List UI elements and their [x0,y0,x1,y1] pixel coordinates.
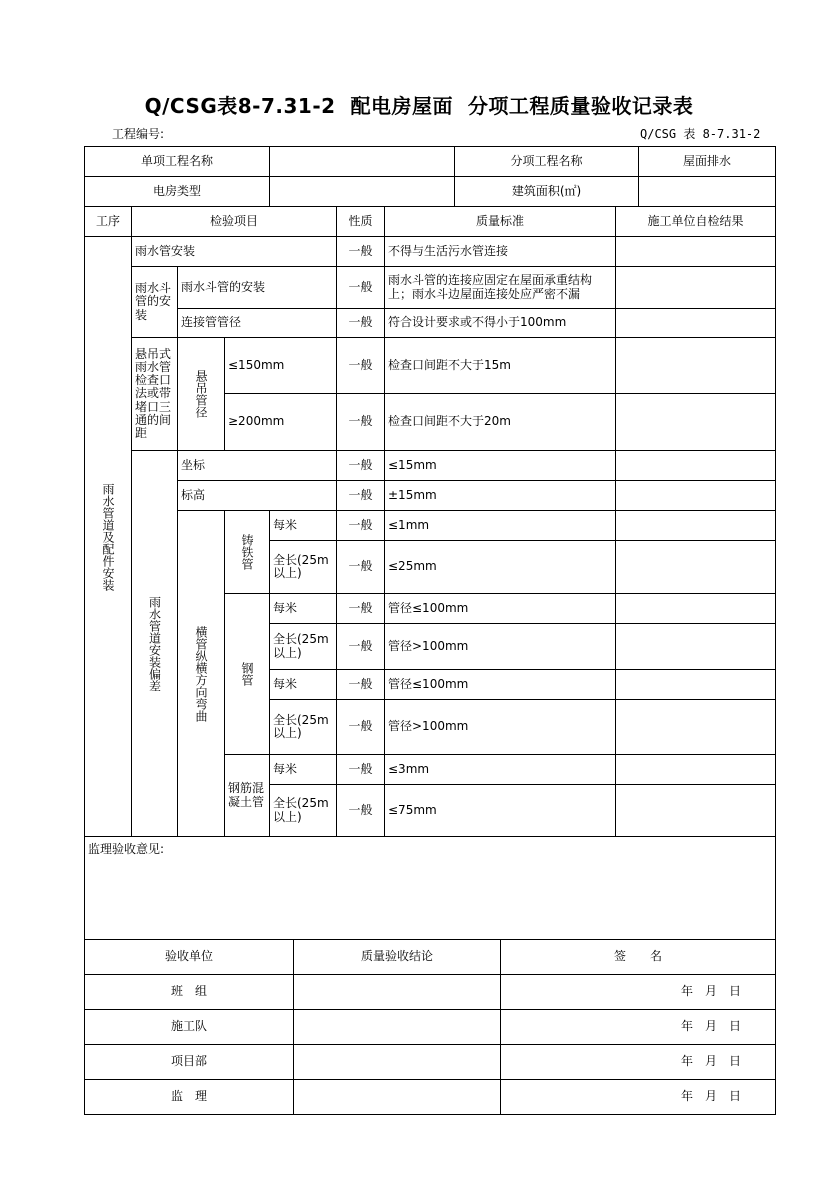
acceptance-date: 年 月 日 [680,1089,741,1104]
acceptance-conclusion-header: 质量验收结论 [293,939,501,975]
row-nature: 一般 [336,450,385,481]
item-steel-full-1: 全长(25m以上) [269,623,337,670]
row-nature: 一般 [336,699,385,755]
supervision-opinion[interactable] [84,836,776,940]
acceptance-conclusion[interactable] [293,1044,501,1080]
row-standard: 管径>100mm [384,623,616,670]
row-nature: 一般 [336,754,385,785]
row-result[interactable] [615,540,776,594]
row-result[interactable] [615,510,776,541]
row-nature: 一般 [336,266,385,309]
supervision-opinion-label: 监理验收意见: [88,842,165,856]
group-hanging-dia: 悬吊管径 [177,337,225,451]
row-result[interactable] [615,337,776,394]
acceptance-conclusion[interactable] [293,1079,501,1115]
group-steel: 钢管 [224,593,270,755]
col-process: 工序 [84,206,132,237]
row-result[interactable] [615,393,776,451]
item-coordinate: 坐标 [177,450,337,481]
item-steel-per-m-2: 每米 [269,669,337,700]
row-standard: ≤25mm [384,540,616,594]
item-ci-per-m: 每米 [269,510,337,541]
row-nature: 一般 [336,669,385,700]
acceptance-sign-header: 签 名 [500,939,776,975]
item-dia-150: ≤150mm [224,337,337,394]
item-conc-full: 全长(25m以上) [269,784,337,837]
acceptance-signature[interactable] [500,1044,776,1080]
sub-project-label: 分项工程名称 [454,146,639,177]
row-standard: 检查口间距不大于20m [384,393,616,451]
item-connect-dia: 连接管管径 [177,308,337,338]
row-nature: 一般 [336,540,385,594]
group-bend: 横管纵横方向弯曲 [177,510,225,837]
acceptance-conclusion[interactable] [293,974,501,1010]
row-result[interactable] [615,623,776,670]
row-result[interactable] [615,669,776,700]
acceptance-unit: 施工队 [84,1009,294,1045]
row-result[interactable] [615,480,776,511]
row-nature: 一般 [336,393,385,451]
room-type-value[interactable] [269,176,455,207]
group-main: 雨水管道及配件安装 [84,236,132,837]
area-value[interactable] [638,176,776,207]
group-hanging: 悬吊式雨水管检查口法或带堵口三通的间距 [131,337,178,451]
row-standard: 管径≤100mm [384,593,616,624]
row-nature: 一般 [336,308,385,338]
acceptance-date: 年 月 日 [680,984,741,999]
item-rain-pipe-install: 雨水管安装 [131,236,337,267]
col-standard: 质量标准 [384,206,616,237]
acceptance-unit: 项目部 [84,1044,294,1080]
row-result[interactable] [615,236,776,267]
acceptance-conclusion[interactable] [293,1009,501,1045]
acceptance-signature[interactable] [500,1009,776,1045]
item-conc-per-m: 每米 [269,754,337,785]
item-dia-200: ≥200mm [224,393,337,451]
form-code: Q/CSG 表 8-7.31-2 [640,127,761,141]
row-nature: 一般 [336,337,385,394]
acceptance-unit: 班 组 [84,974,294,1010]
group-deviation: 雨水管道安装偏差 [131,450,178,837]
col-item: 检验项目 [131,206,337,237]
row-standard: ≤15mm [384,450,616,481]
row-result[interactable] [615,450,776,481]
group-hopper: 雨水斗管的安装 [131,266,178,338]
room-type-label: 电房类型 [84,176,270,207]
row-nature: 一般 [336,480,385,511]
row-standard: 管径≤100mm [384,669,616,700]
acceptance-unit: 监 理 [84,1079,294,1115]
row-result[interactable] [615,308,776,338]
row-standard: ±15mm [384,480,616,511]
area-label: 建筑面积(㎡) [454,176,639,207]
row-standard: ≤1mm [384,510,616,541]
row-standard: ≤75mm [384,784,616,837]
col-result: 施工单位自检结果 [615,206,776,237]
row-standard: 检查口间距不大于15m [384,337,616,394]
acceptance-date: 年 月 日 [680,1054,741,1069]
unit-project-value[interactable] [269,146,455,177]
acceptance-signature[interactable] [500,1079,776,1115]
acceptance-signature[interactable] [500,974,776,1010]
row-result[interactable] [615,784,776,837]
item-steel-full-2: 全长(25m以上) [269,699,337,755]
page-title: Q/CSG表8-7.31-2 配电房屋面 分项工程质量验收记录表 [144,94,694,118]
row-standard: ≤3mm [384,754,616,785]
group-cast-iron: 铸铁管 [224,510,270,594]
row-result[interactable] [615,754,776,785]
unit-project-label: 单项工程名称 [84,146,270,177]
row-result[interactable] [615,593,776,624]
group-concrete: 钢筋混凝土管 [224,754,270,837]
col-nature: 性质 [336,206,385,237]
row-nature: 一般 [336,510,385,541]
row-standard: 符合设计要求或不得小于100mm [384,308,616,338]
row-result[interactable] [615,266,776,309]
sub-project-value[interactable]: 屋面排水 [638,146,776,177]
row-nature: 一般 [336,236,385,267]
row-standard: 不得与生活污水管连接 [384,236,616,267]
row-standard: 管径>100mm [384,699,616,755]
row-nature: 一般 [336,784,385,837]
row-nature: 一般 [336,623,385,670]
acceptance-unit-header: 验收单位 [84,939,294,975]
item-elevation: 标高 [177,480,337,511]
acceptance-date: 年 月 日 [680,1019,741,1034]
row-nature: 一般 [336,593,385,624]
item-hopper-install: 雨水斗管的安装 [177,266,337,309]
item-ci-full: 全长(25m以上) [269,540,337,594]
row-result[interactable] [615,699,776,755]
project-code-label: 工程编号: [112,127,165,141]
row-standard: 雨水斗管的连接应固定在屋面承重结构上；雨水斗边屋面连接处应严密不漏 [384,266,616,309]
item-steel-per-m-1: 每米 [269,593,337,624]
